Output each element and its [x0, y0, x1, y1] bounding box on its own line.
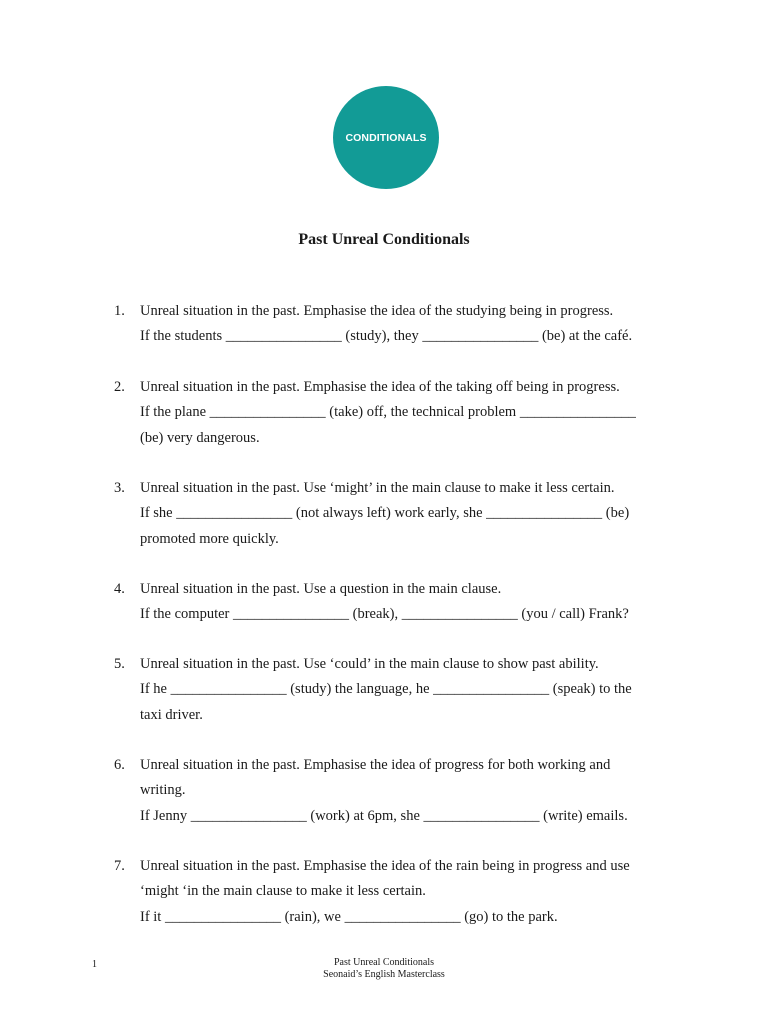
exercise-line: Unreal situation in the past. Emphasise the idea of the studying being in progress. — [140, 303, 614, 319]
footer — [0, 957, 768, 980]
exercise-number: 5. — [114, 656, 125, 672]
exercise-line: writing. — [140, 782, 186, 799]
badge-label: CONDITIONALS — [345, 131, 427, 144]
footer-author: Seonaid’s English Masterclass — [323, 968, 445, 980]
exercise-line: If she ________________ (not always left) work early, she ________________ (be) — [140, 505, 630, 522]
exercise-line: If the computer ________________ (break), ________________ (you / call) Frank? — [140, 606, 629, 623]
exercise-line: Unreal situation in the past. Emphasise the idea of the taking off being in progress. — [140, 379, 620, 395]
exercise-line: Unreal situation in the past. Use ‘might’ in the main clause to make it less certain. — [140, 480, 615, 496]
exercise-line: If Jenny ________________ (work) at 6pm, she ________________ (write) emails. — [140, 807, 628, 824]
exercise-number: 4. — [114, 581, 125, 597]
exercise-text — [140, 375, 700, 451]
exercise-line: (be) very dangerous. — [140, 429, 260, 446]
exercise-line: Unreal situation in the past. Emphasise the idea of progress for both working and — [140, 757, 611, 773]
exercise-line: If the students ________________ (study), they ________________ (be) at the café. — [140, 328, 633, 345]
exercise-line: Unreal situation in the past. Use a question in the main clause. — [140, 581, 502, 597]
page-title: Past Unreal Conditionals — [298, 231, 470, 248]
exercise-text — [140, 577, 700, 628]
exercise-number: 6. — [114, 757, 125, 773]
exercise-text — [140, 299, 700, 350]
exercise-line: ‘might ‘in the main clause to make it less certain. — [140, 883, 426, 900]
footer-page-number: 1 — [92, 959, 97, 970]
exercise-number: 7. — [114, 858, 125, 874]
exercise-line: promoted more quickly. — [140, 530, 279, 547]
footer-title: Past Unreal Conditionals — [334, 957, 434, 968]
exercise-number: 1. — [114, 303, 125, 319]
exercise-text — [140, 652, 700, 728]
exercise-line: If the plane ________________ (take) off, the technical problem ________________ — [140, 404, 636, 421]
exercise-number: 3. — [114, 480, 125, 496]
exercise-line: If it ________________ (rain), we ________________ (go) to the park. — [140, 908, 558, 925]
exercise-line: taxi driver. — [140, 706, 203, 723]
exercise-number: 2. — [114, 379, 125, 395]
exercise-line: If he ________________ (study) the language, he ________________ (speak) to the — [140, 681, 632, 698]
exercise-text — [140, 476, 700, 552]
exercise-line: Unreal situation in the past. Emphasise the idea of the rain being in progress and use — [140, 858, 630, 874]
exercise-text — [140, 753, 700, 829]
exercise-line: Unreal situation in the past. Use ‘could’ in the main clause to show past ability. — [140, 656, 599, 672]
exercise-text — [140, 854, 700, 930]
